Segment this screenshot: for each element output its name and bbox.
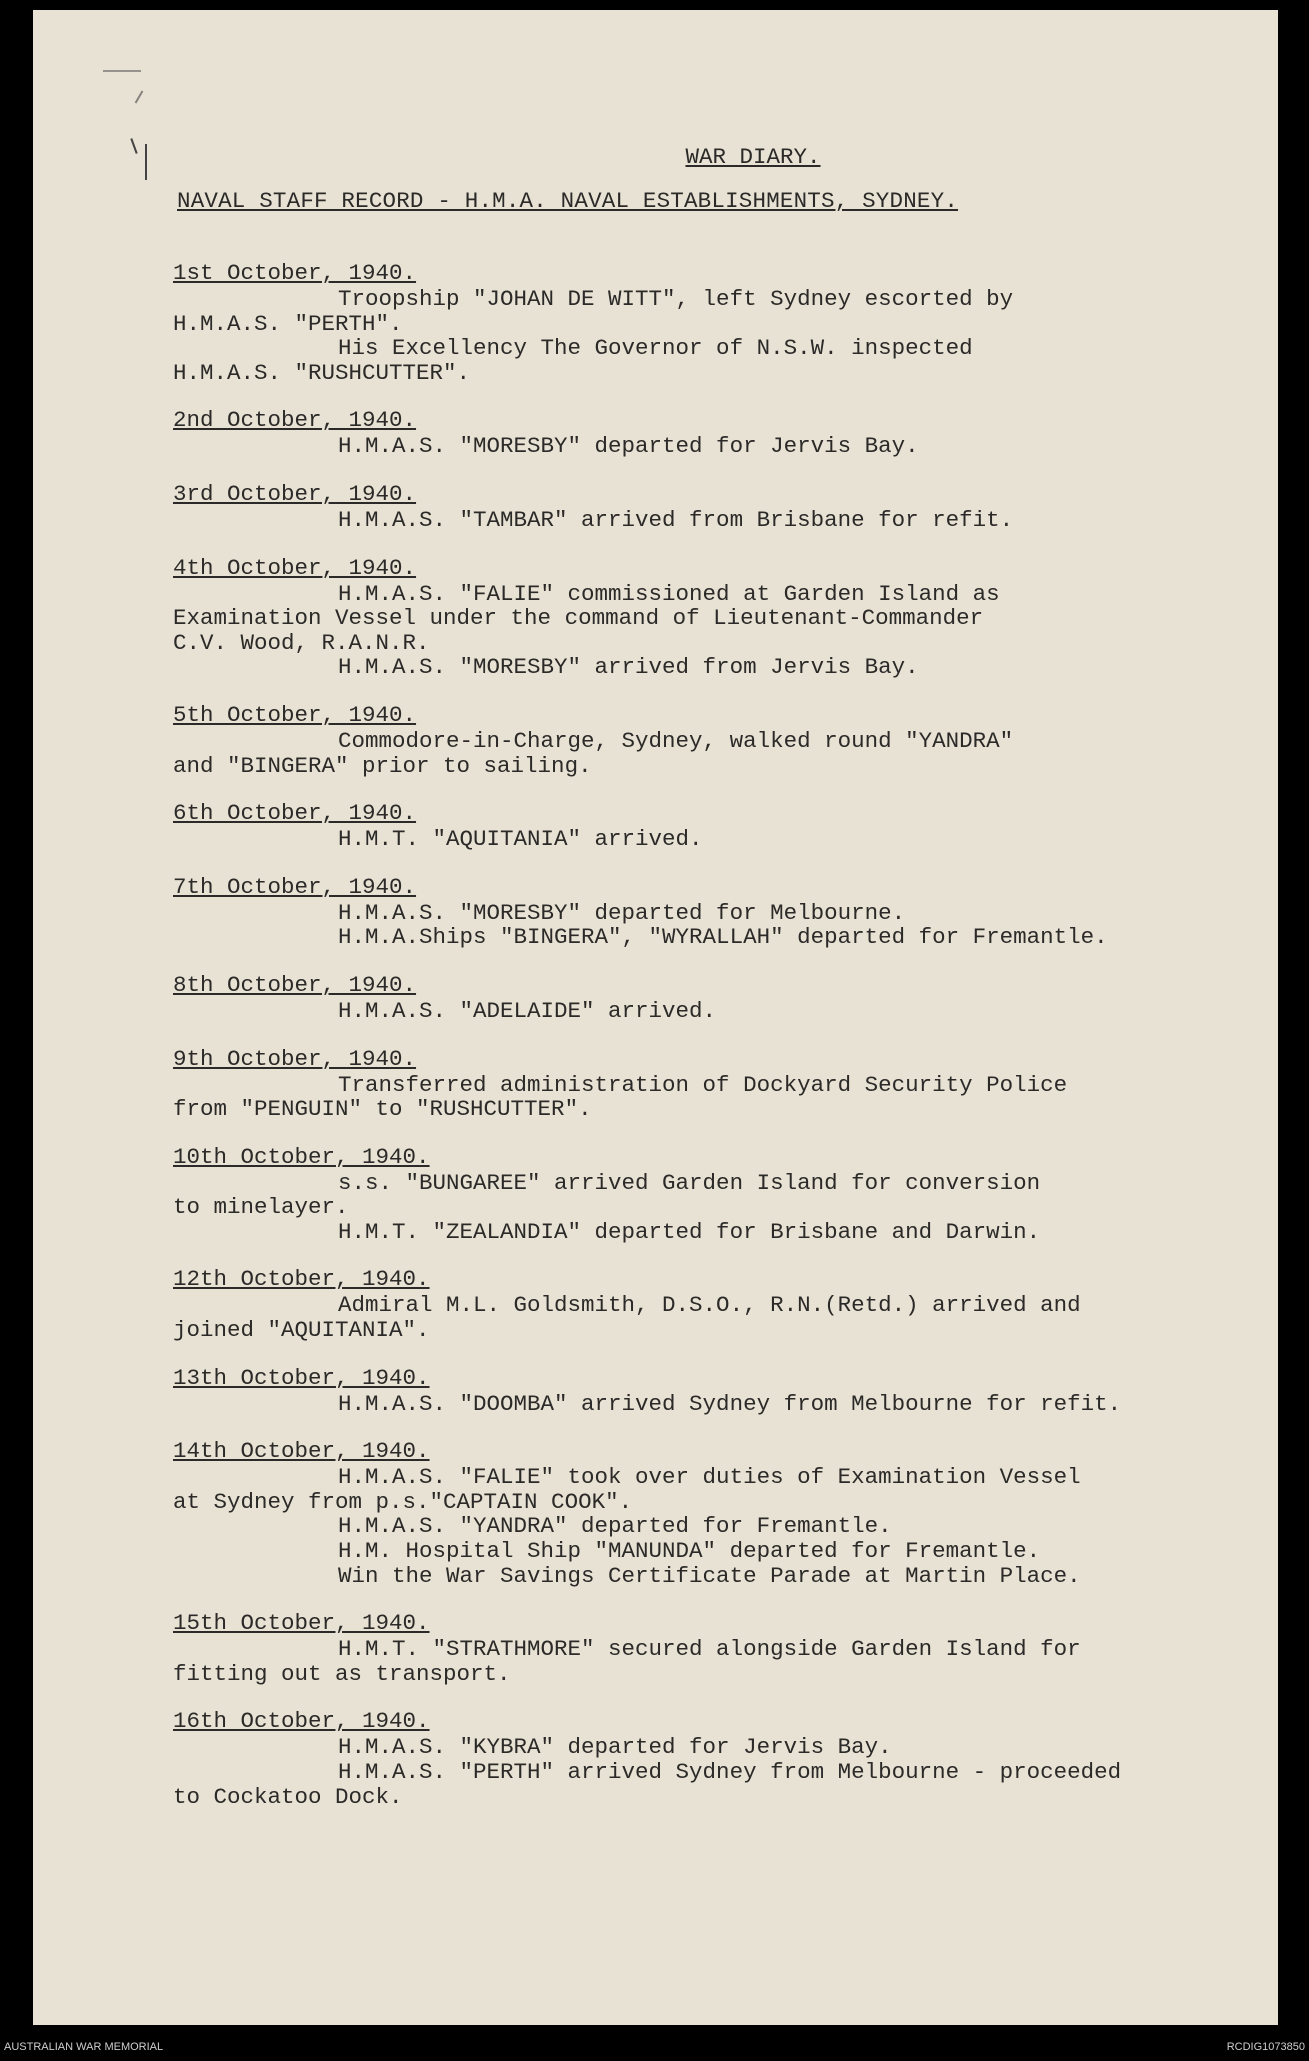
entry-date: 8th October, 1940.: [173, 971, 417, 998]
margin-mark: [145, 144, 147, 180]
entry-line: to Cockatoo Dock.: [173, 1783, 403, 1810]
entry-date: 4th October, 1940.: [173, 554, 417, 581]
diary-entry: [173, 481, 1253, 533]
entry-date: 6th October, 1940.: [173, 800, 417, 827]
footer-record-id: RCDIG1073850: [1226, 2041, 1305, 2053]
diary-content: [173, 144, 1253, 1831]
entry-line: His Excellency The Governor of N.S.W. inspected: [338, 335, 973, 362]
entry-date: 15th October, 1940.: [173, 1610, 430, 1637]
diary-entry: [173, 1365, 1253, 1417]
entry-line: H.M.A.S. "DOOMBA" arrived Sydney from Melbourne for refit.: [338, 1390, 1122, 1417]
entry-line: s.s. "BUNGAREE" arrived Garden Island for conversion: [338, 1169, 1041, 1196]
diary-entry: [173, 702, 1253, 778]
entry-line: H.M.A.S. "YANDRA" departed for Fremantle.: [338, 1513, 892, 1540]
diary-entry: [173, 1046, 1253, 1122]
entry-line: C.V. Wood, R.A.N.R.: [173, 629, 430, 656]
entry-line: H.M.T. "ZEALANDIA" departed for Brisbane and Darwin.: [338, 1218, 1041, 1245]
entry-line: Troopship "JOHAN DE WITT", left Sydney escorted by: [338, 286, 1014, 312]
entry-line: H.M.A.S. "FALIE" took over duties of Examination Vessel: [338, 1464, 1081, 1491]
entry-line: H.M.A.S. "RUSHCUTTER".: [173, 359, 471, 386]
entry-line: H.M.A.S. "PERTH".: [173, 310, 403, 337]
entry-date: 7th October, 1940.: [173, 873, 417, 900]
entry-date: 9th October, 1940.: [173, 1045, 417, 1072]
margin-mark: [135, 90, 144, 103]
document-page: [33, 10, 1278, 2025]
entry-date: 14th October, 1940.: [173, 1438, 430, 1465]
entry-line: H.M.A.S. "PERTH" arrived Sydney from Melbourne - proceeded: [338, 1759, 1122, 1785]
entry-date: 2nd October, 1940.: [173, 407, 417, 434]
diary-entry: [173, 874, 1253, 950]
entry-line: Transferred administration of Dockyard Security Police: [338, 1071, 1068, 1098]
entry-line: fitting out as transport.: [173, 1660, 511, 1687]
entry-line: to minelayer.: [173, 1194, 349, 1221]
entry-line: H.M.T. "AQUITANIA" arrived.: [338, 826, 703, 853]
diary-entry: [173, 260, 1253, 385]
diary-entry: [173, 555, 1253, 680]
footer-institution: AUSTRALIAN WAR MEMORIAL: [4, 2041, 164, 2053]
entry-line: from "PENGUIN" to "RUSHCUTTER".: [173, 1096, 592, 1123]
entry-list: [173, 260, 1253, 1809]
diary-entry: [173, 1144, 1253, 1245]
entry-line: Admiral M.L. Goldsmith, D.S.O., R.N.(Retd.) arrived and: [338, 1292, 1081, 1319]
entry-line: H.M.A.S. "MORESBY" arrived from Jervis Bay.: [338, 654, 919, 681]
entry-date: 12th October, 1940.: [173, 1266, 430, 1293]
page-subtitle: NAVAL STAFF RECORD - H.M.A. NAVAL ESTABLISHMENTS, SYDNEY.: [177, 188, 959, 214]
diary-entry: [173, 1708, 1253, 1809]
entry-date: 5th October, 1940.: [173, 701, 417, 728]
page-title: WAR DIARY.: [685, 144, 821, 170]
entry-line: H.M.A.S. "FALIE" commissioned at Garden Island as: [338, 580, 1000, 607]
entry-line: H.M.A.S. "TAMBAR" arrived from Brisbane for refit.: [338, 506, 1014, 533]
entry-line: Commodore-in-Charge, Sydney, walked round "YANDRA": [338, 727, 1014, 754]
entry-line: joined "AQUITANIA".: [173, 1317, 430, 1344]
entry-line: H.M. Hospital Ship "MANUNDA" departed for Fremantle.: [338, 1538, 1041, 1565]
diary-entry: [173, 800, 1253, 852]
margin-mark: [130, 138, 137, 154]
diary-entry: [173, 1438, 1253, 1588]
entry-line: H.M.A.S. "KYBRA" departed for Jervis Bay.: [338, 1734, 892, 1761]
margin-mark: [103, 70, 141, 72]
entry-line: Examination Vessel under the command of Lieutenant-Commander: [173, 605, 984, 632]
entry-line: H.M.A.S. "MORESBY" departed for Jervis Bay.: [338, 433, 919, 460]
entry-date: 13th October, 1940.: [173, 1364, 430, 1391]
diary-entry: [173, 1266, 1253, 1342]
diary-entry: [173, 1610, 1253, 1686]
entry-line: and "BINGERA" prior to sailing.: [173, 752, 592, 779]
entry-line: Win the War Savings Certificate Parade at Martin Place.: [338, 1562, 1081, 1589]
entry-line: at Sydney from p.s."CAPTAIN COOK".: [173, 1488, 633, 1515]
entry-line: H.M.A.S. "ADELAIDE" arrived.: [338, 997, 717, 1024]
entry-date: 16th October, 1940.: [173, 1708, 430, 1735]
entry-date: 1st October, 1940.: [173, 260, 417, 286]
entry-date: 10th October, 1940.: [173, 1143, 430, 1170]
entry-line: H.M.A.S. "MORESBY" departed for Melbourne.: [338, 899, 906, 926]
entry-date: 3rd October, 1940.: [173, 480, 417, 507]
entry-line: H.M.A.Ships "BINGERA", "WYRALLAH" departed for Fremantle.: [338, 924, 1108, 951]
diary-entry: [173, 407, 1253, 459]
entry-line: H.M.T. "STRATHMORE" secured alongside Garden Island for: [338, 1636, 1081, 1663]
diary-entry: [173, 972, 1253, 1024]
